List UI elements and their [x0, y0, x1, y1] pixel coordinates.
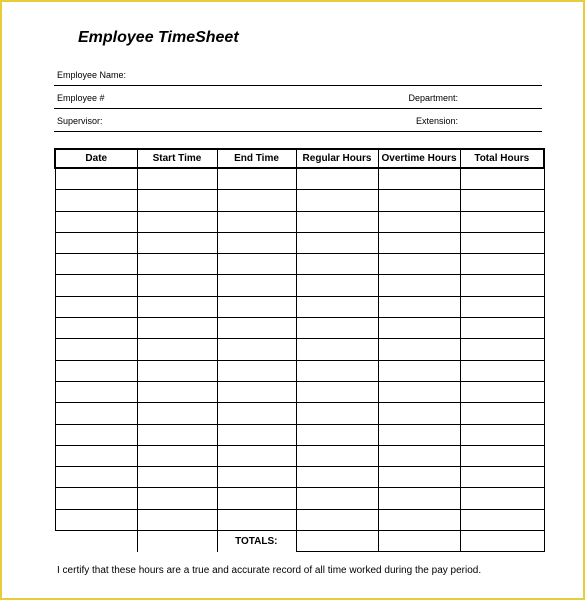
extension-label: Extension: — [415, 116, 458, 126]
overtime-hours-cell[interactable] — [378, 275, 460, 296]
date-cell[interactable] — [55, 509, 137, 530]
date-cell[interactable] — [55, 424, 137, 445]
total-hours-cell[interactable] — [460, 168, 544, 190]
overtime-hours-cell[interactable] — [378, 232, 460, 253]
table-row — [55, 168, 544, 190]
total-hours-cell[interactable] — [460, 318, 544, 339]
column-header-end-time: End Time — [217, 149, 296, 168]
supervisor-row — [54, 109, 542, 132]
end-time-cell[interactable] — [217, 488, 296, 509]
total-hours-cell[interactable] — [460, 445, 544, 466]
certification-statement: I certify that these hours are a true and accurate record of all time worked during the pay period. — [57, 565, 482, 576]
end-time-cell[interactable] — [217, 318, 296, 339]
total-hours-cell[interactable] — [460, 360, 544, 381]
table-row — [55, 190, 544, 211]
overtime-hours-cell[interactable] — [378, 318, 460, 339]
start-time-cell[interactable] — [137, 190, 217, 211]
regular-hours-cell[interactable] — [296, 403, 378, 424]
end-time-cell[interactable] — [217, 254, 296, 275]
date-cell[interactable] — [55, 318, 137, 339]
timesheet-table — [54, 148, 545, 552]
start-time-cell[interactable] — [137, 467, 217, 488]
table-row — [55, 467, 544, 488]
overtime-hours-cell[interactable] — [378, 339, 460, 360]
employee-name-label: Employee Name: — [57, 70, 127, 80]
regular-hours-cell[interactable] — [296, 190, 378, 211]
table-row — [55, 403, 544, 424]
overtime-hours-cell[interactable] — [378, 381, 460, 402]
end-time-cell[interactable] — [217, 296, 296, 317]
date-cell[interactable] — [55, 275, 137, 296]
overtime-hours-cell[interactable] — [378, 296, 460, 317]
start-time-cell[interactable] — [137, 318, 217, 339]
date-cell[interactable] — [55, 488, 137, 509]
total-hours-cell[interactable] — [460, 275, 544, 296]
overtime-hours-cell[interactable] — [378, 445, 460, 466]
date-cell[interactable] — [55, 381, 137, 402]
regular-hours-cell[interactable] — [296, 360, 378, 381]
regular-hours-cell[interactable] — [296, 318, 378, 339]
table-row — [55, 254, 544, 275]
total-hours-cell[interactable] — [460, 403, 544, 424]
regular-hours-cell[interactable] — [296, 381, 378, 402]
totals-spacer — [55, 531, 137, 552]
regular-hours-cell[interactable] — [296, 488, 378, 509]
totals-label: TOTALS: — [217, 531, 296, 552]
date-cell[interactable] — [55, 296, 137, 317]
table-row — [55, 275, 544, 296]
date-cell[interactable] — [55, 254, 137, 275]
start-time-cell[interactable] — [137, 488, 217, 509]
total-overtime-hours-cell[interactable] — [378, 531, 460, 552]
end-time-cell[interactable] — [217, 190, 296, 211]
regular-hours-cell[interactable] — [296, 211, 378, 232]
end-time-cell[interactable] — [217, 381, 296, 402]
start-time-cell[interactable] — [137, 360, 217, 381]
end-time-cell[interactable] — [217, 403, 296, 424]
date-cell[interactable] — [55, 339, 137, 360]
overtime-hours-cell[interactable] — [378, 403, 460, 424]
table-row — [55, 488, 544, 509]
date-cell[interactable] — [55, 168, 137, 190]
table-row — [55, 360, 544, 381]
employee-name-field[interactable] — [54, 63, 542, 86]
overtime-hours-cell[interactable] — [378, 254, 460, 275]
end-time-cell[interactable] — [217, 509, 296, 530]
regular-hours-cell[interactable] — [296, 339, 378, 360]
total-hours-cell[interactable] — [460, 254, 544, 275]
table-row — [55, 232, 544, 253]
total-hours-cell[interactable] — [460, 488, 544, 509]
start-time-cell[interactable] — [137, 445, 217, 466]
regular-hours-cell[interactable] — [296, 467, 378, 488]
start-time-cell[interactable] — [137, 232, 217, 253]
end-time-cell[interactable] — [217, 467, 296, 488]
employee-number-row — [54, 86, 542, 109]
column-header-start-time: Start Time — [137, 149, 217, 168]
overtime-hours-cell[interactable] — [378, 488, 460, 509]
table-row — [55, 381, 544, 402]
timesheet-body — [55, 168, 544, 531]
end-time-cell[interactable] — [217, 168, 296, 190]
start-time-cell[interactable] — [137, 339, 217, 360]
table-row — [55, 339, 544, 360]
date-cell[interactable] — [55, 360, 137, 381]
end-time-cell[interactable] — [217, 275, 296, 296]
column-header-total-hours: Total Hours — [460, 149, 544, 168]
total-hours-cell[interactable] — [460, 467, 544, 488]
overtime-hours-cell[interactable] — [378, 467, 460, 488]
start-time-cell[interactable] — [137, 509, 217, 530]
start-time-cell[interactable] — [137, 381, 217, 402]
table-row — [55, 509, 544, 530]
table-row — [55, 318, 544, 339]
page-title: Employee TimeSheet — [78, 29, 239, 46]
table-row — [55, 424, 544, 445]
start-time-cell[interactable] — [137, 168, 217, 190]
overtime-hours-cell[interactable] — [378, 168, 460, 190]
end-time-cell[interactable] — [217, 445, 296, 466]
overtime-hours-cell[interactable] — [378, 190, 460, 211]
total-hours-cell[interactable] — [460, 531, 544, 552]
start-time-cell[interactable] — [137, 275, 217, 296]
start-time-cell[interactable] — [137, 211, 217, 232]
start-time-cell[interactable] — [137, 424, 217, 445]
overtime-hours-cell[interactable] — [378, 211, 460, 232]
regular-hours-cell[interactable] — [296, 232, 378, 253]
column-header-overtime-hours: Overtime Hours — [378, 149, 460, 168]
regular-hours-cell[interactable] — [296, 168, 378, 190]
totals-spacer — [137, 531, 217, 552]
total-hours-cell[interactable] — [460, 339, 544, 360]
overtime-hours-cell[interactable] — [378, 360, 460, 381]
date-cell[interactable] — [55, 211, 137, 232]
table-row — [55, 296, 544, 317]
date-cell[interactable] — [55, 403, 137, 424]
regular-hours-cell[interactable] — [296, 275, 378, 296]
end-time-cell[interactable] — [217, 360, 296, 381]
column-header-date: Date — [55, 149, 137, 168]
overtime-hours-cell[interactable] — [378, 424, 460, 445]
date-cell[interactable] — [55, 190, 137, 211]
end-time-cell[interactable] — [217, 232, 296, 253]
total-hours-cell[interactable] — [460, 509, 544, 530]
regular-hours-cell[interactable] — [296, 445, 378, 466]
total-hours-cell[interactable] — [460, 190, 544, 211]
total-hours-cell[interactable] — [460, 381, 544, 402]
date-cell[interactable] — [55, 445, 137, 466]
department-label: Department: — [408, 93, 458, 103]
end-time-cell[interactable] — [217, 211, 296, 232]
total-regular-hours-cell[interactable] — [296, 531, 378, 552]
end-time-cell[interactable] — [217, 339, 296, 360]
regular-hours-cell[interactable] — [296, 296, 378, 317]
total-hours-cell[interactable] — [460, 232, 544, 253]
supervisor-label: Supervisor: — [57, 116, 103, 126]
end-time-cell[interactable] — [217, 424, 296, 445]
table-row — [55, 445, 544, 466]
total-hours-cell[interactable] — [460, 296, 544, 317]
table-header-row — [55, 149, 544, 168]
table-row — [55, 211, 544, 232]
date-cell[interactable] — [55, 467, 137, 488]
total-hours-cell[interactable] — [460, 211, 544, 232]
start-time-cell[interactable] — [137, 403, 217, 424]
employee-number-label: Employee # — [57, 93, 105, 103]
start-time-cell[interactable] — [137, 254, 217, 275]
totals-row — [55, 531, 544, 552]
column-header-regular-hours: Regular Hours — [296, 149, 378, 168]
date-cell[interactable] — [55, 232, 137, 253]
total-hours-cell[interactable] — [460, 424, 544, 445]
overtime-hours-cell[interactable] — [378, 509, 460, 530]
regular-hours-cell[interactable] — [296, 254, 378, 275]
regular-hours-cell[interactable] — [296, 509, 378, 530]
regular-hours-cell[interactable] — [296, 424, 378, 445]
start-time-cell[interactable] — [137, 296, 217, 317]
